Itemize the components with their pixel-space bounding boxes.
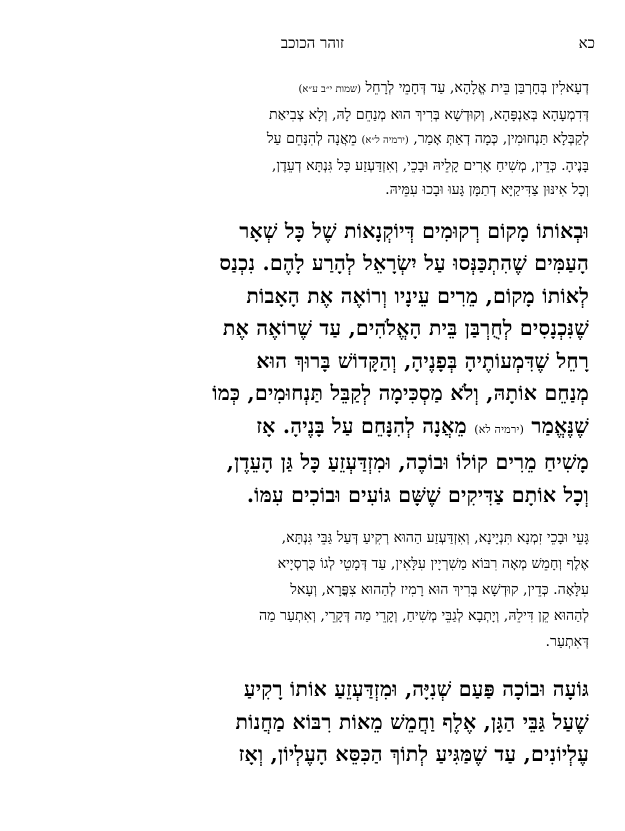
text-line: דְעָאלִין בְּחָרְבַּן בֵּית אֱלָהָא, עַד דְּחָמֵי לְרָחֵל (שמות י״ב ע״א) — [298, 80, 589, 96]
running-title: זוהר הכוכב — [280, 34, 345, 52]
text-line: וְכָל אִינּוּן צַדִּיקַיָּא דְתַמָּן גָּעוּ וּבָכוּ עִמֵּיהּ. — [385, 182, 589, 198]
text-line: לְקַבְּלָא תַּנְחוּמִין, כְּמָה דְאַתְּ אָמַר, (ירמיה ל״א) מֵאֲנָה לְהִנָּחֵם עַל — [266, 131, 589, 147]
hebrew-translation-1 — [36, 215, 589, 512]
text-line: גּוֹעָה וּבוֹכָה פַּעַם שְׁנִיָּה, וּמִזְדַּעְזֵעַ אוֹתוֹ רָקִיעַ — [243, 677, 589, 701]
text-line: לְהַהוּא קֵן דִּילֵהּ, וְיָתְבָא לְגַבֵּי מְשִׁיחַ, וְקָרֵי מַה דְּקָרֵי, וְאִתְעַר מַה — [258, 608, 589, 624]
text-line: דְּדִמְעָהָא בְּאַנְפָּהָא, וְקוּדְשָׁא בְּרִיךְ הוּא מְנַחֵם לָהּ, וְלָא צְבִיאַת — [269, 106, 589, 123]
text-line: מְנַחֵם אוֹתָהּ, וְלֹא מַסְכִּימָה לְקַבֵּל תַּנְחוּמִים, כְּמוֹ — [212, 381, 589, 405]
page-number: כא — [578, 34, 595, 52]
text-line: דְּאִתְעַר. — [545, 634, 589, 650]
text-line: בָּנֶיהָ. כְּדֵין, מְשִׁיחַ אָרִים קָלֵיהּ וּבָכֵי, וְאִזְדַּעְזַע כָּל גִּנְתָּא דְעֵדֶן, — [271, 157, 589, 174]
text-line: רָחֵל שֶׁדִּמְעוֹתֶיהָ בְּפָנֶיהָ, וְהַקָּדוֹשׁ בָּרוּךְ הוּא — [256, 348, 589, 373]
text-line: גָּעֵי וּבָכֵי זִמְנָא תִּנְיָינָא, וְאִזְדַּעְזַע הַהוּא רְקִיעַ דְּעַל גַּבֵּי גִּנְתָּא, — [281, 530, 589, 546]
aramaic-paragraph-1 — [36, 76, 589, 203]
citation: (ירמיה לא) — [474, 422, 525, 436]
text-line: מָשִׁיחַ מֵרִים קוֹלוֹ וּבוֹכֶה, וּמִזְדַּעְזֵעַ כָּל גַּן הָעֵדֶן, — [226, 450, 589, 474]
text-line: שֶׁעַל גַּבֵּי הַגָּן, אֶלֶף וַחֲמֵשׁ מֵאוֹת רִבּוֹא מַחֲנוֹת — [235, 709, 589, 734]
aramaic-paragraph-2 — [36, 525, 589, 655]
citation: (שמות י״ב ע״א) — [298, 84, 362, 95]
text-line: שֶׁנִּכְנָסִים לְחֻרְבַּן בֵּית הָאֱלֹהִים, עַד שֶׁרוֹאֶה אֶת — [222, 316, 589, 340]
text-line: שֶׁנֶּאֱמַר (ירמיה לא) מֵאֲנָה לְהִנָּחֵם עַל בָּנֶיהָ. אָז — [256, 413, 589, 438]
citation: (ירמיה ל״א) — [361, 135, 409, 146]
text-line: עֶלְיוֹנִים, עַד שֶׁמַּגִּיעַ לְתוֹךְ הַכִּסֵּא הָעֶלְיוֹן, וְאָז — [238, 742, 589, 766]
text-line: אֶלֶף וְחָמֵשׁ מְאָה רִבּוֹא מַשִׁרְיָין עִלָּאִין, עַד דְּמָטֵי לְגוֹ כֻּרְסְיָיא — [277, 556, 589, 572]
page-header — [36, 26, 595, 54]
text-line: הָעַמִּים שֶׁהִתְכַּנְּסוּ עַל יִשְׂרָאֵל לְהָרַע לָהֶם. נִכְנַס — [219, 251, 589, 275]
hebrew-translation-2 — [36, 673, 589, 771]
text-line: לְאוֹתוֹ מָקוֹם, מֵרִים עֵינָיו וְרוֹאֶה אֶת הָאָבוֹת — [246, 283, 589, 308]
text-line: וּבְאוֹתוֹ מָקוֹם רְקוּמִים דְּיוֹקְנָאוֹת שֶׁל כָּל שְׁאָר — [239, 218, 589, 243]
text-line: עִלָּאָה. כְּדֵין, קוּדְשָׁא בְּרִיךְ הוּא רָמִיז לְהַהוּא צִפֳּרָא, וְעָאל — [290, 582, 589, 598]
text-line: וְכָל אוֹתָם צַדִּיקִים שֶׁשָּׁם גּוֹעִים וּבוֹכִים עִמּוֹ. — [246, 482, 589, 507]
